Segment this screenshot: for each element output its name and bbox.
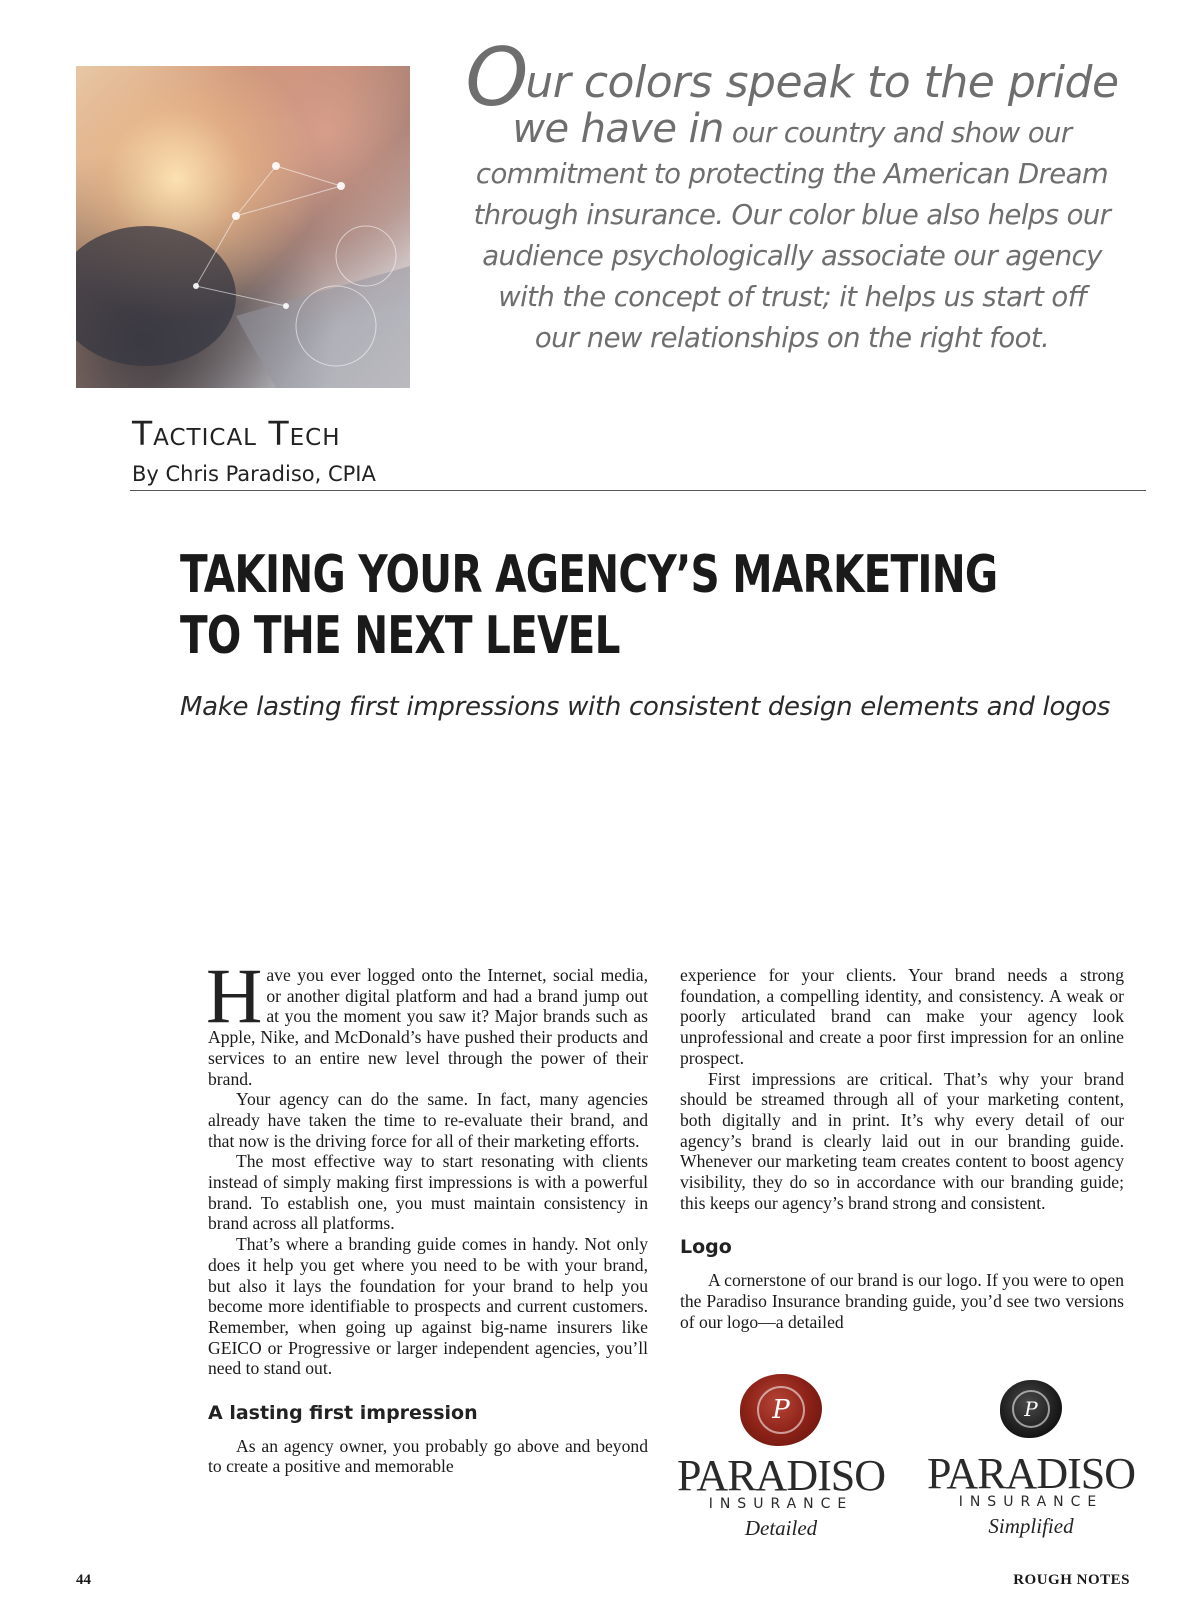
paragraph: experience for your clients. Your brand needs a strong foundation, a compelling identity, and consistency. A weak or poorly articulated brand can make your agency look unprofessional and create a poor first impression for an online prospect.	[680, 965, 1124, 1068]
paragraph	[206, 952, 648, 1089]
wax-seal-icon	[1000, 1380, 1062, 1438]
wax-seal-icon	[740, 1374, 822, 1446]
deck: Make lasting first impressions with consistent design elements and logos	[180, 692, 1111, 722]
publication-name: ROUGH NOTES	[1013, 1572, 1130, 1588]
subhead: A lasting first impression	[208, 1402, 478, 1425]
paragraph: Your agency can do the same. In fact, many agencies already have taken the time to re-evaluate their brand, and that now is the driving force for all of their marketing efforts.	[208, 1089, 648, 1151]
seal-letter: P	[1012, 1390, 1050, 1428]
paragraph: As an agency owner, you probably go above and beyond to create a positive and memorable	[208, 1435, 648, 1477]
pull-quote-line-1-text: ur colors speak to the pride	[525, 57, 1119, 108]
brand-name: PARADISO	[676, 1451, 885, 1500]
header-photo	[76, 66, 410, 388]
pull-quote-line-2	[462, 106, 1122, 154]
pull-quote-line-6: with the concept of trust; it helps us start off	[498, 281, 1086, 313]
body-column-right	[680, 965, 1124, 1332]
seal-letter: P	[757, 1386, 805, 1434]
subhead: Logo	[680, 1236, 732, 1259]
paragraph-text: ave you ever logged onto the Internet, social media, or another digital platform and had a brand jump out at you the moment you saw it? Major brands such as Apple, Nike, and McDonald’s have pushed their products and services to an entire new level through the power of their brand.	[208, 965, 648, 1089]
logo-caption: Simplified	[988, 1514, 1074, 1538]
pull-quote-initial: O	[465, 31, 526, 124]
photo-network-overlay	[76, 66, 410, 388]
body-column-left	[206, 952, 648, 1477]
headline-line-1: TAKING YOUR AGENCY’S MARKETING	[180, 545, 998, 605]
logo-simplified	[926, 1374, 1136, 1539]
headline	[180, 545, 998, 667]
page-number: 44	[76, 1572, 91, 1588]
pull-quote-line-2-large: we have in	[512, 106, 724, 152]
paragraph: The most effective way to start resonating with clients instead of simply making first impressions is with a powerful brand. To establish one, you must maintain consistency in brand across all platforms.	[208, 1151, 648, 1234]
header-rule	[130, 490, 1146, 491]
pull-quote-line-7: our new relationships on the right foot.	[534, 322, 1050, 354]
byline: By Chris Paradiso, CPIA	[132, 462, 376, 486]
pull-quote	[462, 31, 1122, 359]
paragraph: A cornerstone of our brand is our logo. If you were to open the Paradiso Insurance branding guide, you’d see two versions of our logo—a detailed	[680, 1270, 1124, 1332]
pull-quote-line-5: audience psychologically associate our agency	[482, 240, 1102, 272]
pull-quote-line-3: commitment to protecting the American Dream	[475, 158, 1109, 190]
brand-name: PARADISO	[926, 1449, 1135, 1498]
paragraph: First impressions are critical. That’s why your brand should be streamed through all of your marketing content, both digitally and in print. It’s why every detail of our agency’s brand is clearly laid out in our branding guide. Whenever our marketing team creates content to boost agency visibility, they do so in accordance with our branding guide; this keeps our agency’s brand strong and consistent.	[680, 1068, 1124, 1213]
logo-detailed	[676, 1374, 886, 1541]
headline-line-2: TO THE NEXT LEVEL	[180, 606, 620, 666]
brand-subtitle: INSURANCE	[708, 1496, 854, 1512]
pull-quote-line-2-text: our country and show our	[723, 117, 1072, 149]
logo-caption: Detailed	[744, 1516, 818, 1540]
drop-cap: H	[206, 952, 263, 1039]
department-title: Tactical Tech	[132, 414, 341, 453]
brand-subtitle: INSURANCE	[958, 1494, 1104, 1510]
pull-quote-line-1	[462, 31, 1122, 124]
pull-quote-line-4: through insurance. Our color blue also helps our	[473, 199, 1111, 231]
paragraph: That’s where a branding guide comes in handy. Not only does it help you get where you need to be with your brand, but also it lays the foundation for your brand to help you become more identifiable to prospects and current customers. Remember, when going up against big-name insurers like GEICO or Progressive or larger independent agencies, you’ll need to stand out.	[208, 1234, 648, 1379]
